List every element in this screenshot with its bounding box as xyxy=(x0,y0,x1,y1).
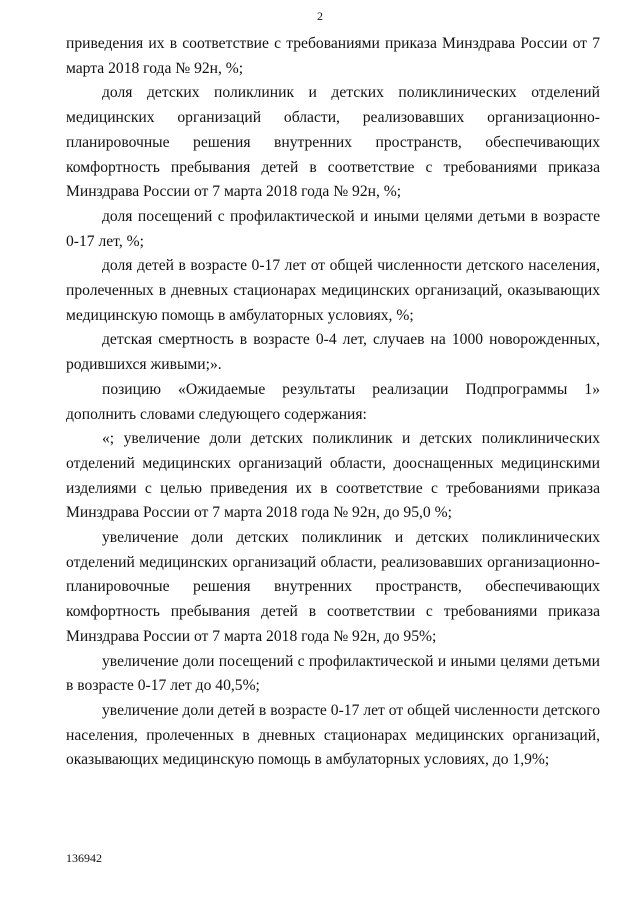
page-number: 2 xyxy=(317,9,323,23)
paragraph: приведения их в соответствие с требованиями приказа Минздрава России от 7 марта 2018 года № 92н, %; xyxy=(66,35,600,77)
paragraph: увеличение доли посещений с профилактической и иными целями детьми в возрасте 0-17 лет до 40,5%; xyxy=(66,652,600,695)
paragraph: позицию «Ожидаемые результаты реализации Подпрограммы 1» дополнить словами следующего содержания: xyxy=(66,380,600,423)
document-code: 136942 xyxy=(66,851,102,865)
paragraph: увеличение доли детских поликлиник и детских поликлинических отделений медицинских организаций области, реализовавших организационно-планировочные решения внутренних пространств, обеспечивающих комфортность пребывания детей в соответствии с требованиями приказа Минздрава России от 7 марта 2018 года № 92н, до 95%; xyxy=(66,529,600,645)
paragraph: доля посещений с профилактической и иными целями детьми в возрасте 0-17 лет, %; xyxy=(66,207,600,250)
paragraph: доля детских поликлиник и детских поликлинических отделений медицинских организаций области, реализовавших организационно-планировочные решения внутренних пространств, обеспечивающих комфортность пребывания детей в соответствие с требованиями приказа Минздрава России от 7 марта 2018 года № 92н, %; xyxy=(66,84,600,201)
paragraph: доля детей в возрасте 0-17 лет от общей численности детского населения, пролеченных в дневных стационарах медицинских организаций, оказывающих медицинскую помощь в амбулаторных условиях, %; xyxy=(66,257,600,324)
paragraph: детская смертность в возрасте 0-4 лет, случаев на 1000 новорожденных, родившихся живыми;». xyxy=(66,331,600,374)
paragraph: увеличение доли детей в возрасте 0-17 лет от общей численности детского населения, пролеченных в дневных стационарах медицинских организаций, оказывающих медицинскую помощь в амбулаторных условиях, до 1,9%; xyxy=(66,701,600,769)
paragraph: «; увеличение доли детских поликлиник и детских поликлинических отделений медицинских организаций области, дооснащенных медицинскими изделиями с целью приведения их в соответствие с требованиями приказа Минздрава России от 7 марта 2018 года № 92н, до 95,0 %; xyxy=(66,430,600,522)
document-body xyxy=(66,32,600,773)
